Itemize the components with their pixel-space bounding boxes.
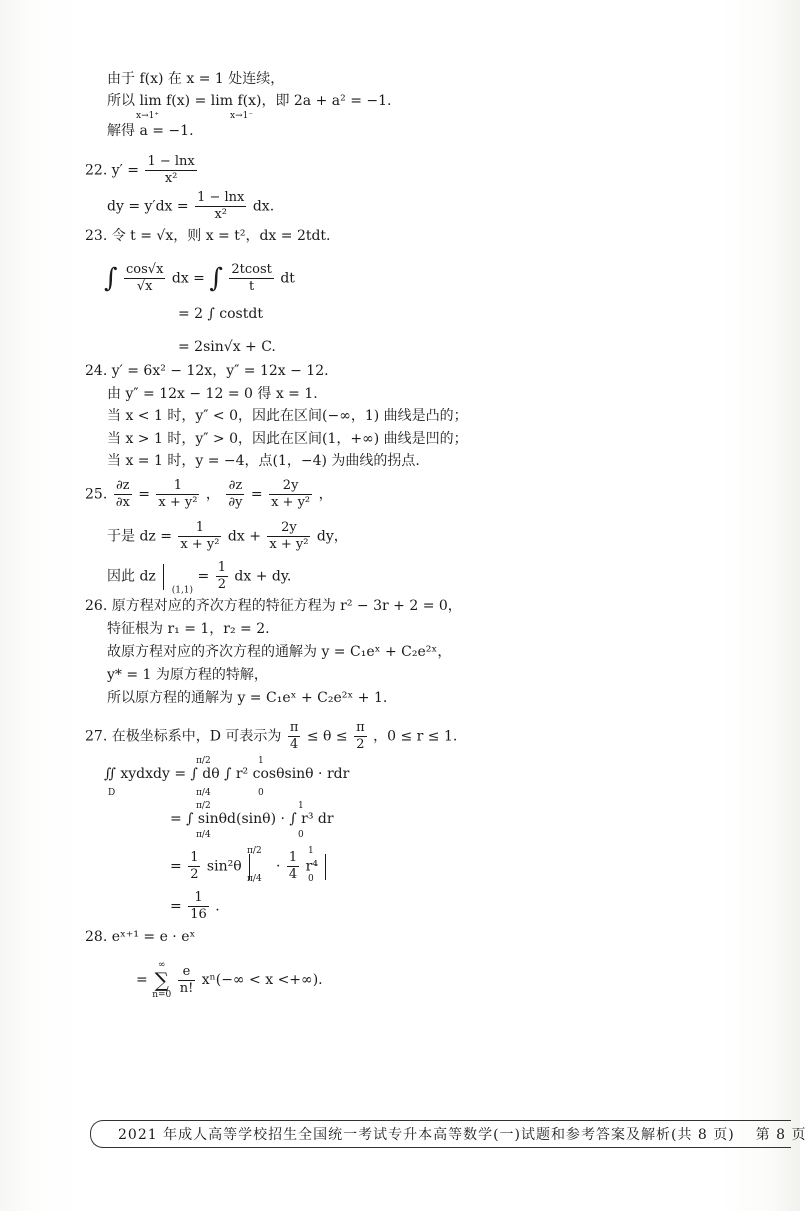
equals: = (170, 898, 182, 915)
region-subscript: D (108, 788, 116, 798)
numerator: 1 (288, 850, 298, 865)
denominator: x + y² (180, 537, 220, 552)
fraction (229, 262, 274, 295)
equals: = (197, 568, 210, 585)
problem-23-line-1: 23. 令 t = √x，则 x = t²，dx = 2tdt. (85, 228, 331, 244)
numerator: ∂z (226, 478, 244, 495)
numerator: 1 (217, 560, 226, 575)
denominator: 2 (356, 737, 365, 752)
denominator: √x (136, 279, 153, 294)
solution-line: 所以 lim f(x) = lim f(x)，即 2a + a² = −1. (107, 93, 392, 109)
fraction (269, 478, 312, 511)
problem-26-line-2: 特征根为 r₁ = 1，r₂ = 2. (107, 621, 270, 637)
denominator: x² (214, 207, 228, 222)
equals: = (170, 858, 182, 875)
fraction (267, 520, 310, 553)
problem-28-line-1: 28. eˣ⁺¹ = e · eˣ (85, 929, 196, 945)
problem-26-line-3: 故原方程对应的齐次方程的通解为 y = C₁eˣ + C₂e²ˣ， (107, 644, 452, 660)
fraction (216, 560, 228, 593)
text: dx. (252, 198, 275, 215)
problem-22-line-1 (85, 154, 199, 187)
footer-title: 2021 年成人高等学校招生全国统一考试专升本高等数学(一)试题和参考答案及解析(共 8 页) (118, 1127, 735, 1143)
sum-sign: ∑ (154, 968, 169, 992)
fraction (156, 478, 199, 511)
text: r⁴ (305, 858, 318, 875)
evaluation-bar (325, 854, 326, 880)
comma: ， (318, 486, 333, 503)
fraction (178, 520, 221, 553)
fraction (226, 478, 244, 511)
problem-24-line-4: 当 x > 1 时，y″ > 0，因此在区间(1，+∞) 曲线是凹的； (107, 431, 468, 447)
page-number: 第 8 页 (755, 1127, 806, 1143)
equals: = (250, 486, 263, 503)
sum-lower: n=0 (152, 990, 172, 1000)
denominator: ∂x (115, 495, 130, 510)
integral-sign: ∫ (209, 263, 223, 294)
problem-24-line-3: 当 x < 1 时，y″ < 0，因此在区间(−∞，1) 曲线是凸的； (107, 408, 468, 424)
fraction (287, 850, 299, 883)
upper-limit: π/2 (196, 756, 211, 766)
problem-25-line-1 (85, 478, 333, 511)
evaluation-bar (163, 564, 164, 590)
numerator: 1 (188, 890, 209, 907)
fraction (124, 262, 165, 295)
text: dx = (171, 270, 205, 287)
numerator: 1 (190, 850, 199, 865)
text: 27. 在极坐标系中，D 可表示为 (85, 728, 282, 745)
numerator: 2tcost (231, 262, 272, 277)
lower-limit: π/4 (247, 874, 262, 884)
evaluation-point: (1,1) (171, 585, 194, 596)
numerator: 2y (267, 520, 310, 537)
denominator: t (248, 279, 255, 294)
numerator: π (356, 720, 365, 735)
text: 于是 dz = (107, 528, 172, 545)
upper-limit: 1 (308, 846, 314, 856)
denominator: ∂y (228, 495, 243, 510)
text: sin²θ (206, 858, 242, 875)
denominator: 4 (288, 867, 298, 882)
problem-22-line-2 (107, 190, 274, 223)
numerator: 1 − lnx (147, 154, 195, 169)
denominator: n! (179, 980, 194, 996)
problem-27-line-2: ∬ xydxdy = ∫ dθ ∫ r² cosθsinθ · rdr (104, 766, 350, 782)
numerator: 1 − lnx (197, 190, 245, 205)
problem-26-line-5: 所以原方程的通解为 y = C₁eˣ + C₂e²ˣ + 1. (107, 690, 388, 706)
denominator: 16 (190, 907, 207, 922)
problem-24-line-2: 由 y″ = 12x − 12 = 0 得 x = 1. (107, 386, 318, 402)
comma: ， (205, 486, 220, 503)
text: 因此 dz (107, 568, 156, 585)
text: 22. y′ = (85, 162, 139, 179)
lower-limit: π/4 (196, 788, 211, 798)
solution-line: 由于 f(x) 在 x = 1 处连续， (107, 71, 285, 87)
denominator: x² (164, 171, 178, 186)
text: . (215, 898, 220, 915)
denominator: 4 (289, 737, 299, 752)
problem-25-line-2 (107, 520, 348, 553)
numerator: cos√x (126, 262, 164, 277)
numerator: 1 (156, 478, 199, 495)
numerator: π (289, 720, 299, 735)
text: ≤ θ ≤ (306, 728, 348, 745)
fraction (288, 720, 301, 753)
integral-sign: ∫ (104, 263, 118, 294)
problem-27-line-3: = ∫ sinθd(sinθ) · ∫ r³ dr (170, 811, 334, 827)
lower-limit: 0 (308, 874, 314, 884)
fraction (195, 190, 246, 223)
limit-subscript: x→1⁺ (136, 111, 160, 121)
footer (118, 1124, 806, 1144)
fraction (354, 720, 367, 753)
upper-limit: 1 (298, 801, 304, 811)
problem-23-line-2 (104, 262, 295, 295)
problem-23-line-4: = 2sin√x + C. (178, 339, 276, 355)
numerator: e (178, 964, 196, 981)
problem-26-line-1: 26. 原方程对应的齐次方程的特征方程为 r² − 3r + 2 = 0， (85, 598, 462, 614)
problem-27-line-5 (170, 890, 220, 923)
denominator: x + y² (271, 495, 311, 510)
sum-upper: ∞ (157, 960, 166, 970)
text: xⁿ(−∞ < x <+∞). (201, 972, 323, 988)
text: 25. (85, 486, 108, 503)
solution-line: 解得 a = −1. (107, 123, 194, 139)
denominator: x + y² (158, 495, 198, 510)
problem-24-line-5: 当 x = 1 时，y = −4，点(1，−4) 为曲线的拐点. (107, 453, 420, 469)
text: ，0 ≤ r ≤ 1. (373, 728, 458, 745)
fraction (145, 154, 196, 187)
numerator: ∂z (114, 478, 132, 495)
text: · (276, 858, 281, 875)
numerator: 2y (269, 478, 312, 495)
text: dy = y′dx = (107, 198, 189, 215)
equals: = (138, 486, 150, 503)
upper-limit: π/2 (196, 801, 211, 811)
lower-limit: 0 (258, 788, 264, 798)
denominator: 2 (190, 867, 199, 882)
denominator: x + y² (269, 537, 309, 552)
text: dy， (316, 528, 348, 545)
problem-25-line-3 (107, 560, 291, 600)
upper-limit: 1 (258, 756, 264, 766)
problem-27-line-1 (85, 720, 457, 753)
limit-subscript: x→1⁻ (230, 111, 254, 121)
text: dt (280, 270, 295, 287)
upper-limit: π/2 (247, 846, 262, 856)
text: dx + (227, 528, 261, 545)
problem-23-line-3: = 2 ∫ costdt (178, 306, 263, 322)
problem-24-line-1: 24. y′ = 6x² − 12x，y″ = 12x − 12. (85, 363, 329, 379)
fraction (188, 850, 200, 883)
summation (152, 960, 171, 1000)
numerator: 1 (178, 520, 221, 537)
fraction (178, 964, 196, 997)
equals: = (136, 972, 148, 988)
problem-26-line-4: y* = 1 为原方程的特解， (107, 667, 268, 683)
fraction (188, 890, 209, 923)
denominator: 2 (217, 577, 226, 592)
lower-limit: π/4 (196, 830, 211, 840)
problem-28-line-2 (136, 960, 323, 1000)
lower-limit: 0 (298, 830, 304, 840)
fraction (114, 478, 132, 511)
text: dx + dy. (234, 568, 292, 585)
